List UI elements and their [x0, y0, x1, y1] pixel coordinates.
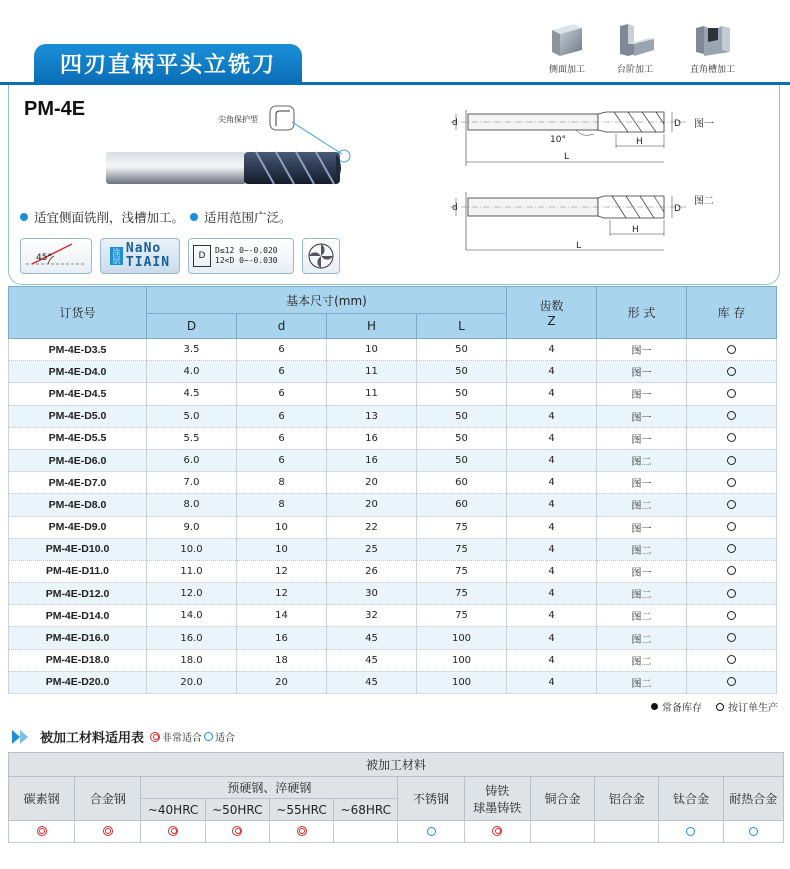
col-teeth: 齿数 Z [507, 287, 597, 339]
cell-form: 图二 [597, 583, 687, 605]
suitable-icon [427, 827, 436, 836]
table-row [9, 339, 777, 361]
cell-stock [687, 339, 777, 361]
page-title: 四刃直柄平头立铣刀 [34, 44, 302, 82]
cell-d: 10 [237, 516, 327, 538]
machining-slot: 直角槽加工 [690, 18, 735, 75]
cell-d: 6 [237, 449, 327, 471]
cell-form: 图一 [597, 560, 687, 582]
cell-h: 11 [327, 383, 417, 405]
cell-d: 6 [237, 361, 327, 383]
cell-z: 4 [507, 671, 597, 693]
table-row [9, 449, 777, 471]
mat-titanium: 钛合金 [659, 777, 723, 821]
cell-d: 12.0 [147, 583, 237, 605]
suitable-icon [749, 827, 758, 836]
cell-h: 20 [327, 472, 417, 494]
step-milling-icon [614, 18, 656, 60]
order-ring-icon [727, 611, 736, 620]
order-ring-icon [727, 433, 736, 442]
order-code: PM-4E-D5.0 [9, 405, 147, 427]
mat-prehard: 预硬钢、淬硬钢 [141, 777, 398, 799]
cell-d: 20.0 [147, 671, 237, 693]
feature-list [20, 208, 292, 226]
stock-dot-icon [651, 703, 658, 710]
cell-h: 10 [327, 339, 417, 361]
order-ring-icon [727, 456, 736, 465]
machining-step: 台阶加工 [614, 18, 656, 75]
coating-name-1: NaNo [125, 241, 162, 256]
table-row [9, 627, 777, 649]
cell-l: 75 [417, 605, 507, 627]
order-code: PM-4E-D7.0 [9, 472, 147, 494]
materials-legend: 非常适合 适合 [150, 729, 235, 744]
table-row [9, 516, 777, 538]
cell-stock [687, 516, 777, 538]
cell-h: 11 [327, 361, 417, 383]
cell-form: 图二 [597, 605, 687, 627]
fig1-label: 图一 [694, 119, 714, 130]
table-row [9, 583, 777, 605]
cell-form: 图二 [597, 627, 687, 649]
helix-angle-text: 45° [36, 253, 52, 263]
cell-d: 4.0 [147, 361, 237, 383]
cell-form: 图二 [597, 649, 687, 671]
dim-H-fig2: H [632, 225, 639, 235]
order-code: PM-4E-D8.0 [9, 494, 147, 516]
col-stock: 库 存 [687, 287, 777, 339]
corner-protection-label: 尖角保护型 [218, 115, 258, 124]
mat-aluminum: 铝合金 [595, 777, 659, 821]
cell-stock [687, 472, 777, 494]
table-row [9, 605, 777, 627]
end-mill-image [106, 150, 346, 186]
col-L: L [417, 314, 507, 339]
cell-h: 45 [327, 649, 417, 671]
table-row [9, 427, 777, 449]
order-ring-icon [716, 703, 724, 711]
col-code: 订货号 [9, 287, 147, 339]
cell-d: 6 [237, 427, 327, 449]
coating-badge [100, 238, 180, 274]
cell-z: 4 [507, 494, 597, 516]
materials-rating-row [9, 821, 784, 843]
order-code: PM-4E-D18.0 [9, 649, 147, 671]
mat-cast: 铸铁 球墨铸铁 [464, 777, 530, 821]
cell-d: 14 [237, 605, 327, 627]
cell-z: 4 [507, 560, 597, 582]
order-code: PM-4E-D20.0 [9, 671, 147, 693]
order-ring-icon [727, 655, 736, 664]
cell-stock [687, 449, 777, 471]
rating-cell [464, 821, 530, 843]
cell-d: 12 [237, 560, 327, 582]
dim-d-fig2: d [452, 203, 458, 213]
helix-angle-icon [22, 240, 90, 272]
cell-stock [687, 361, 777, 383]
cell-form: 图一 [597, 427, 687, 449]
mat-heat: 耐热合金 [723, 777, 783, 821]
cell-l: 60 [417, 494, 507, 516]
cell-h: 32 [327, 605, 417, 627]
rating-cell [595, 821, 659, 843]
cell-l: 50 [417, 383, 507, 405]
cell-z: 4 [507, 339, 597, 361]
very-suitable-icon [150, 732, 160, 742]
order-ring-icon [727, 589, 736, 598]
very-suitable-icon [103, 826, 113, 836]
mat-stainless: 不锈钢 [398, 777, 464, 821]
spec-table [8, 286, 777, 694]
cell-d: 9.0 [147, 516, 237, 538]
table-row [9, 649, 777, 671]
cell-stock [687, 605, 777, 627]
cell-d: 10 [237, 538, 327, 560]
table-row [9, 472, 777, 494]
cell-d: 12 [237, 583, 327, 605]
very-suitable-icon [232, 826, 242, 836]
table-row [9, 538, 777, 560]
side-milling-icon [546, 18, 588, 60]
cell-d: 11.0 [147, 560, 237, 582]
cell-d: 14.0 [147, 605, 237, 627]
very-suitable-icon [492, 826, 502, 836]
flute-section-badge [302, 238, 340, 274]
cell-h: 16 [327, 449, 417, 471]
dim-d-fig1: d [452, 118, 458, 128]
helix-angle-badge [20, 238, 92, 274]
cell-d: 10.0 [147, 538, 237, 560]
cell-form: 图一 [597, 516, 687, 538]
cell-form: 图一 [597, 472, 687, 494]
order-code: PM-4E-D9.0 [9, 516, 147, 538]
cell-h: 45 [327, 671, 417, 693]
cell-l: 50 [417, 449, 507, 471]
very-suitable-icon [37, 826, 47, 836]
cell-stock [687, 427, 777, 449]
tolerance-line-1: D≤12 0~-0.020 [215, 246, 278, 255]
cell-z: 4 [507, 605, 597, 627]
cell-l: 100 [417, 627, 507, 649]
order-code: PM-4E-D11.0 [9, 560, 147, 582]
cell-d: 16.0 [147, 627, 237, 649]
cell-l: 75 [417, 538, 507, 560]
cell-h: 30 [327, 583, 417, 605]
materials-group-header: 被加工材料 [9, 753, 784, 777]
badge-row [20, 238, 340, 274]
order-code: PM-4E-D6.0 [9, 449, 147, 471]
cell-d: 8 [237, 472, 327, 494]
cell-l: 100 [417, 649, 507, 671]
cell-l: 50 [417, 361, 507, 383]
rating-cell [141, 821, 205, 843]
order-ring-icon [727, 544, 736, 553]
cell-form: 图二 [597, 671, 687, 693]
order-ring-icon [727, 411, 736, 420]
cell-h: 25 [327, 538, 417, 560]
double-arrow-icon [12, 730, 34, 744]
mat-copper: 铜合金 [530, 777, 594, 821]
feature-1: 适宜侧面铣削，浅槽加工。 [34, 210, 185, 225]
cell-d: 18 [237, 649, 327, 671]
order-code: PM-4E-D10.0 [9, 538, 147, 560]
cell-stock [687, 405, 777, 427]
drawing-fig2 [446, 184, 696, 254]
table-row [9, 494, 777, 516]
cell-form: 图一 [597, 383, 687, 405]
coating-name-2: TIAIN [125, 255, 171, 270]
tolerance-line-2: 12<D 0~-0.030 [215, 256, 278, 265]
coating-side-label: 涂层 [111, 248, 121, 264]
cell-z: 4 [507, 627, 597, 649]
tolerance-badge [188, 238, 294, 274]
cell-z: 4 [507, 649, 597, 671]
cell-d: 5.5 [147, 427, 237, 449]
rating-cell [723, 821, 783, 843]
order-ring-icon [727, 500, 736, 509]
mat-hrc-68: ~68HRC [334, 799, 398, 821]
suitable-icon [686, 827, 695, 836]
cell-form: 图一 [597, 405, 687, 427]
order-code: PM-4E-D5.5 [9, 427, 147, 449]
mat-hrc-55: ~55HRC [269, 799, 333, 821]
order-code: PM-4E-D4.5 [9, 383, 147, 405]
cell-d: 6.0 [147, 449, 237, 471]
cell-h: 16 [327, 427, 417, 449]
order-ring-icon [727, 367, 736, 376]
mat-hrc-40: ~40HRC [141, 799, 205, 821]
cell-h: 45 [327, 627, 417, 649]
four-flute-icon [306, 241, 336, 271]
cell-d: 8 [237, 494, 327, 516]
drawing-fig1 [446, 100, 696, 166]
bullet-icon [190, 213, 198, 221]
cell-stock [687, 671, 777, 693]
cell-form: 图二 [597, 538, 687, 560]
rating-cell [9, 821, 75, 843]
cell-h: 20 [327, 494, 417, 516]
cell-d: 16 [237, 627, 327, 649]
rating-cell [659, 821, 723, 843]
cell-z: 4 [507, 538, 597, 560]
order-ring-icon [727, 522, 736, 531]
cell-form: 图一 [597, 339, 687, 361]
order-code: PM-4E-D14.0 [9, 605, 147, 627]
materials-title-bar [12, 727, 235, 746]
col-D: D [147, 314, 237, 339]
model-name: PM-4E [24, 98, 86, 120]
order-code: PM-4E-D4.0 [9, 361, 147, 383]
mat-alloy: 合金钢 [75, 777, 141, 821]
cell-d: 6 [237, 405, 327, 427]
tolerance-symbol: D [193, 245, 211, 267]
cell-l: 60 [417, 472, 507, 494]
rating-cell [334, 821, 398, 843]
cell-stock [687, 649, 777, 671]
cell-z: 4 [507, 516, 597, 538]
angle-label: 10° [550, 135, 566, 145]
order-ring-icon [727, 478, 736, 487]
slot-milling-icon [692, 18, 734, 60]
cell-z: 4 [507, 449, 597, 471]
table-row [9, 405, 777, 427]
order-code: PM-4E-D3.5 [9, 339, 147, 361]
col-H: H [327, 314, 417, 339]
cell-l: 75 [417, 560, 507, 582]
cell-d: 6 [237, 383, 327, 405]
cell-stock [687, 560, 777, 582]
rating-cell [75, 821, 141, 843]
order-ring-icon [727, 345, 736, 354]
rating-cell [530, 821, 594, 843]
order-ring-icon [727, 566, 736, 575]
suitable-icon [204, 732, 213, 741]
table-row [9, 671, 777, 693]
cell-z: 4 [507, 361, 597, 383]
cell-d: 7.0 [147, 472, 237, 494]
rating-cell [205, 821, 269, 843]
cell-l: 50 [417, 339, 507, 361]
dim-L-fig1: L [564, 152, 570, 162]
col-form: 形 式 [597, 287, 687, 339]
cell-z: 4 [507, 472, 597, 494]
bullet-icon [20, 213, 28, 221]
cell-z: 4 [507, 583, 597, 605]
very-suitable-icon [297, 826, 307, 836]
cell-l: 75 [417, 516, 507, 538]
cell-z: 4 [507, 383, 597, 405]
rating-cell [269, 821, 333, 843]
feature-2: 适用范围广泛。 [204, 210, 292, 225]
order-code: PM-4E-D12.0 [9, 583, 147, 605]
cell-l: 100 [417, 671, 507, 693]
order-ring-icon [727, 677, 736, 686]
cell-l: 75 [417, 583, 507, 605]
cell-d: 4.5 [147, 383, 237, 405]
cell-stock [687, 538, 777, 560]
cell-h: 22 [327, 516, 417, 538]
cell-d: 18.0 [147, 649, 237, 671]
rating-cell [398, 821, 464, 843]
cell-stock [687, 583, 777, 605]
very-suitable-icon [168, 826, 178, 836]
materials-title: 被加工材料适用表 [40, 731, 145, 746]
cell-l: 50 [417, 405, 507, 427]
cell-l: 50 [417, 427, 507, 449]
col-basic-dims: 基本尺寸(mm) [147, 287, 507, 314]
cell-form: 图一 [597, 361, 687, 383]
cell-d: 8.0 [147, 494, 237, 516]
dim-D-fig1: D [674, 119, 681, 129]
cell-stock [687, 627, 777, 649]
order-code: PM-4E-D16.0 [9, 627, 147, 649]
cell-form: 图二 [597, 494, 687, 516]
mat-hrc-50: ~50HRC [205, 799, 269, 821]
stock-legend: 常备库存 按订单生产 [651, 699, 778, 714]
machining-side: 侧面加工 [546, 18, 588, 75]
materials-table [8, 752, 784, 843]
table-row [9, 383, 777, 405]
dim-L-fig2: L [576, 241, 582, 251]
cell-h: 26 [327, 560, 417, 582]
cell-z: 4 [507, 405, 597, 427]
cell-stock [687, 383, 777, 405]
cell-z: 4 [507, 427, 597, 449]
dim-H-fig1: H [636, 137, 643, 147]
cell-d: 5.0 [147, 405, 237, 427]
mat-carbon: 碳素钢 [9, 777, 75, 821]
fig2-label: 图二 [694, 196, 714, 207]
cell-h: 13 [327, 405, 417, 427]
cell-stock [687, 494, 777, 516]
order-ring-icon [727, 389, 736, 398]
cell-form: 图二 [597, 449, 687, 471]
order-ring-icon [727, 633, 736, 642]
dim-D-fig2: D [674, 204, 681, 214]
col-d: d [237, 314, 327, 339]
table-row [9, 560, 777, 582]
cell-d: 3.5 [147, 339, 237, 361]
table-row [9, 361, 777, 383]
cell-d: 6 [237, 339, 327, 361]
cell-d: 20 [237, 671, 327, 693]
